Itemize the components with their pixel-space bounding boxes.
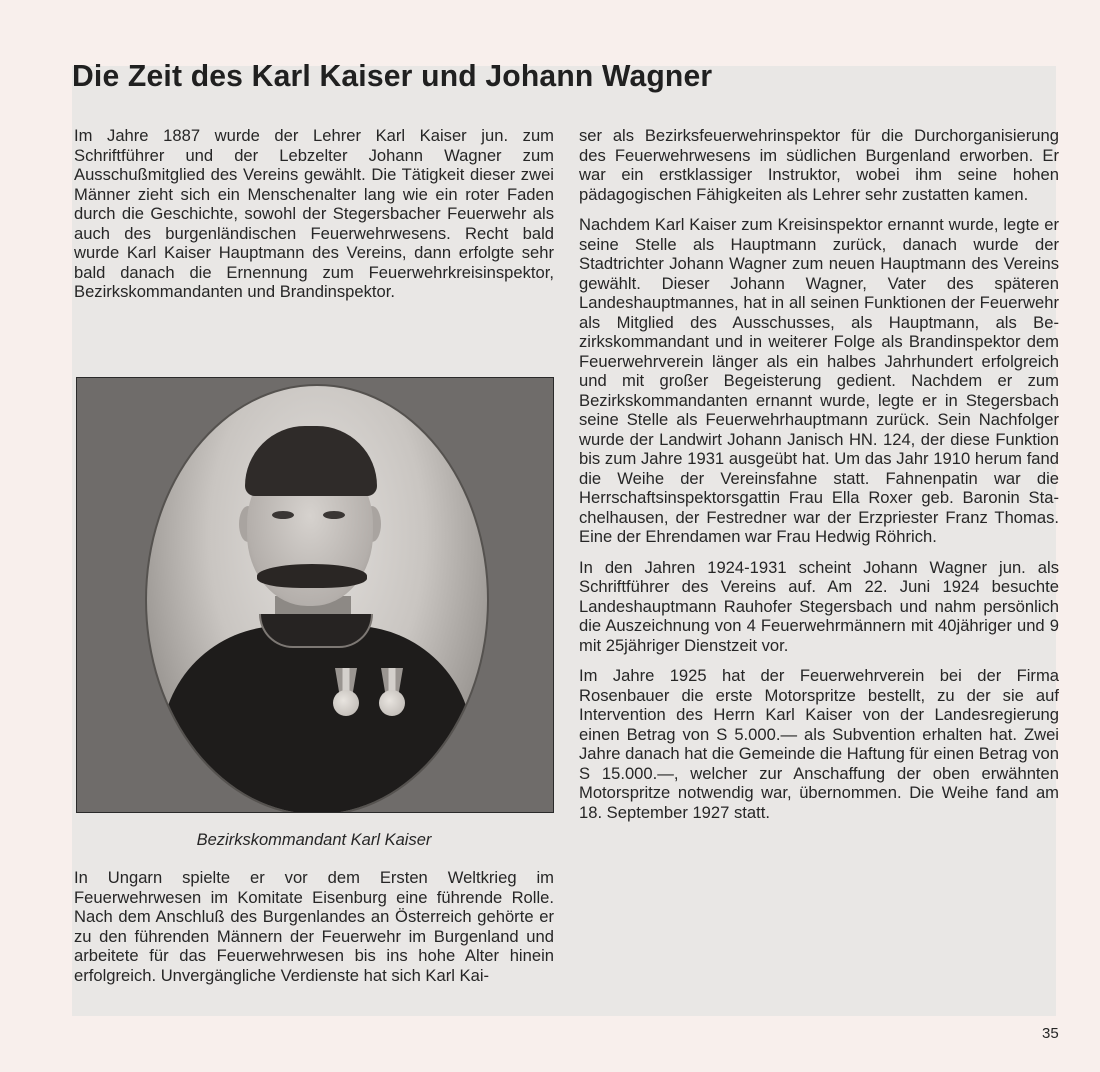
photo-caption: Bezirkskommandant Karl Kaiser bbox=[196, 831, 432, 849]
collar-shape bbox=[259, 614, 373, 648]
paragraph: Im Jahre 1887 wurde der Lehrer Karl Kaiser jun. zum Schriftführer und der Lebzelter Johann Wagner zum Ausschußmitglied des Vereins gewählt. Die Tätigkeit dieser zwei Männer zieht sich ein Menschenalter lang wie ein roter Faden durch die Geschichte, sowohl der Stegersbacher Feuerwehr als auch des burgenländischen Feuerwehrwesens. Recht bald wurde Karl Kaiser Hauptmann des Vereins, dann erfolgte sehr bald danach die Ernennung zum Feuerwehrkreisinspektor, Bezirkskommandanten und Brandinspektor. bbox=[74, 126, 554, 301]
left-column-top bbox=[74, 126, 554, 313]
page-number: 35 bbox=[1042, 1025, 1059, 1042]
oval-frame bbox=[145, 384, 489, 813]
paragraph: ser als Bezirksfeuerwehrinspektor für die Durchorganisierung des Feuerwehrwesens im südlichen Burgenland erworben. Er war ein erstklassiger Instruktor, wobei ihm seine hohen pädagogischen Fähigkeiten als Lehrer sehr zustatten kamen. bbox=[579, 126, 1059, 204]
eye-shape bbox=[272, 511, 294, 519]
hair-shape bbox=[245, 426, 377, 496]
mustache-shape bbox=[257, 564, 367, 588]
paragraph: Im Jahre 1925 hat der Feuerwehrverein bei der Firma Rosenbauer die erste Motorspritze bestellt, zu der sie auf Intervention des Herrn Karl Kaiser von der Landesregierung einen Betrag von S 5.000.— als Subvention erhalten hat. Zwei Jahre danach hat die Gemeinde die Haftung für einen Betrag von S 15.000.—, welcher zur Anschaffung der oben erwähnten Motorspritze notwendig war, übernommen. Die Weihe fand am 18. September 1927 statt. bbox=[579, 666, 1059, 822]
eye-shape bbox=[323, 511, 345, 519]
coat-shape bbox=[161, 626, 473, 813]
medal-icon bbox=[333, 690, 359, 716]
left-column-bottom bbox=[74, 868, 554, 996]
page-title: Die Zeit des Karl Kaiser und Johann Wagner bbox=[72, 58, 713, 93]
paragraph: Nachdem Karl Kaiser zum Kreisinspektor ernannt wurde, legte er seine Stelle als Hauptmann zurück, danach wurde der Stadtrichter Johann Wagner zum neuen Hauptmann des Vereins gewählt. Dieser Johann Wagner, Vater des späteren Landeshauptmannes, hat in all seinen Funktionen der Feuerwehr als Mitglied des Ausschusses, als Hauptmann, als Bezirkskommandant und in weiterer Folge als Brandinspektor dem Feuerwehrverein länger als ein halbes Jahrhundert erfolgreich und mit großer Begeisterung gedient. Nachdem er zum Bezirkskommandanten ernannt wurde, legte er in Stegersbach seine Stelle als Feuerwehrhauptmann zurück. Sein Nachfolger wurde der Landwirt Johann Janisch HN. 124, der diese Funktion bis zum Jahre 1931 ausgeübt hat. Um das Jahr 1910 herum fand die Weihe der Vereinsfahne statt. Fahnenpatin war die Herrschaftsinspektorsgattin Frau Ella Roxer geb. Baronin Stachelhausen, der Festredner war der Erzpriester Franz Thomas. Eine der Ehrendamen war Frau Hedwig Röhrich. bbox=[579, 215, 1059, 546]
portrait-photo bbox=[76, 377, 554, 813]
paragraph: In den Jahren 1924-1931 scheint Johann Wagner jun. als Schriftführer des Vereins auf. Am 22. Juni 1924 besuchte Landeshauptmann Rauhofer Stegersbach und nahm persönlich die Auszeichnung von 4 Feuerwehrmännern mit 40jähriger und 9 mit 25jähriger Dienstzeit vor. bbox=[579, 557, 1059, 655]
right-column bbox=[579, 126, 1059, 833]
medal-icon bbox=[379, 690, 405, 716]
paragraph: In Ungarn spielte er vor dem Ersten Weltkrieg im Feuerwehrwesen im Komitate Eisenburg eine führende Rolle. Nach dem Anschluß des Burgenlandes an Österreich gehörte er zu den führenden Männern der Feuerwehr im Burgenland und arbeitete für das Feuerwehrwesen bis ins hohe Alter hinein erfolgreich. Unvergängliche Verdienste hat sich Karl Kai- bbox=[74, 868, 554, 985]
